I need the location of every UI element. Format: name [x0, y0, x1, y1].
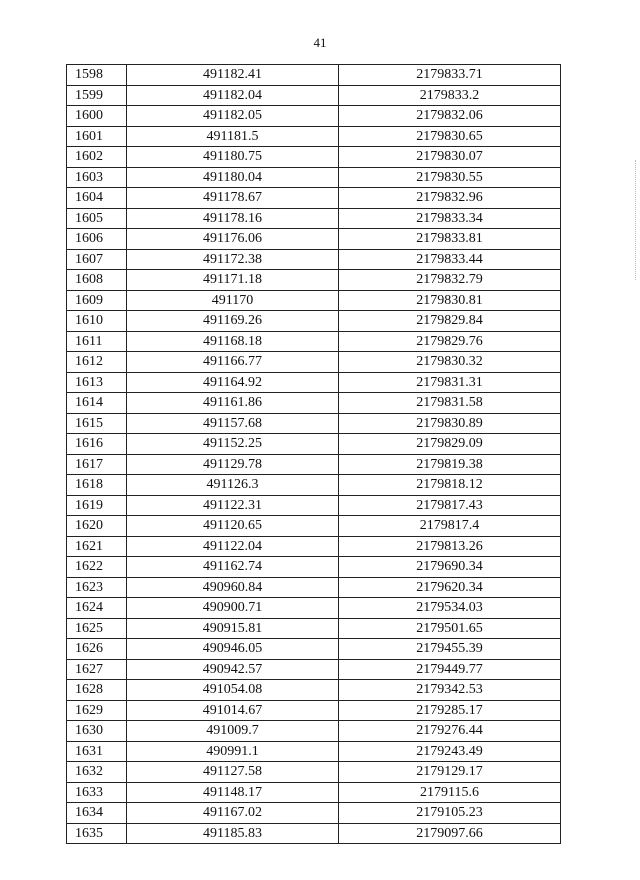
x-coordinate-cell: 491009.7 — [127, 721, 339, 742]
x-coordinate-cell: 491129.78 — [127, 454, 339, 475]
table-row — [67, 782, 561, 803]
point-number-cell: 1624 — [67, 598, 127, 619]
table-row — [67, 147, 561, 168]
point-number-cell: 1619 — [67, 495, 127, 516]
table-row — [67, 167, 561, 188]
x-coordinate-cell: 491172.38 — [127, 249, 339, 270]
x-coordinate-cell: 491127.58 — [127, 762, 339, 783]
x-coordinate-cell: 490915.81 — [127, 618, 339, 639]
point-number-cell: 1627 — [67, 659, 127, 680]
point-number-cell: 1634 — [67, 803, 127, 824]
table-row — [67, 741, 561, 762]
point-number-cell: 1602 — [67, 147, 127, 168]
x-coordinate-cell: 491157.68 — [127, 413, 339, 434]
table-row — [67, 680, 561, 701]
y-coordinate-cell: 2179833.81 — [339, 229, 561, 250]
point-number-cell: 1605 — [67, 208, 127, 229]
y-coordinate-cell: 2179830.81 — [339, 290, 561, 311]
y-coordinate-cell: 2179830.65 — [339, 126, 561, 147]
point-number-cell: 1612 — [67, 352, 127, 373]
y-coordinate-cell: 2179832.79 — [339, 270, 561, 291]
y-coordinate-cell: 2179830.32 — [339, 352, 561, 373]
y-coordinate-cell: 2179105.23 — [339, 803, 561, 824]
point-number-cell: 1607 — [67, 249, 127, 270]
table-row — [67, 762, 561, 783]
point-number-cell: 1621 — [67, 536, 127, 557]
point-number-cell: 1626 — [67, 639, 127, 660]
x-coordinate-cell: 491014.67 — [127, 700, 339, 721]
table-row — [67, 475, 561, 496]
y-coordinate-cell: 2179833.44 — [339, 249, 561, 270]
point-number-cell: 1635 — [67, 823, 127, 844]
x-coordinate-cell: 491176.06 — [127, 229, 339, 250]
x-coordinate-cell: 491161.86 — [127, 393, 339, 414]
point-number-cell: 1615 — [67, 413, 127, 434]
x-coordinate-cell: 491166.77 — [127, 352, 339, 373]
x-coordinate-cell: 491170 — [127, 290, 339, 311]
y-coordinate-cell: 2179817.4 — [339, 516, 561, 537]
y-coordinate-cell: 2179829.84 — [339, 311, 561, 332]
table-row — [67, 331, 561, 352]
point-number-cell: 1628 — [67, 680, 127, 701]
table-row — [67, 65, 561, 86]
point-number-cell: 1625 — [67, 618, 127, 639]
y-coordinate-cell: 2179832.06 — [339, 106, 561, 127]
coordinates-table-body — [67, 65, 561, 844]
x-coordinate-cell: 490900.71 — [127, 598, 339, 619]
x-coordinate-cell: 490942.57 — [127, 659, 339, 680]
coordinates-table — [66, 64, 561, 844]
x-coordinate-cell: 491171.18 — [127, 270, 339, 291]
x-coordinate-cell: 491182.41 — [127, 65, 339, 86]
point-number-cell: 1608 — [67, 270, 127, 291]
y-coordinate-cell: 2179830.89 — [339, 413, 561, 434]
point-number-cell: 1631 — [67, 741, 127, 762]
table-row — [67, 188, 561, 209]
x-coordinate-cell: 491182.05 — [127, 106, 339, 127]
table-row — [67, 618, 561, 639]
x-coordinate-cell: 491122.31 — [127, 495, 339, 516]
y-coordinate-cell: 2179501.65 — [339, 618, 561, 639]
point-number-cell: 1609 — [67, 290, 127, 311]
point-number-cell: 1601 — [67, 126, 127, 147]
y-coordinate-cell: 2179832.96 — [339, 188, 561, 209]
x-coordinate-cell: 491169.26 — [127, 311, 339, 332]
table-row — [67, 85, 561, 106]
y-coordinate-cell: 2179817.43 — [339, 495, 561, 516]
y-coordinate-cell: 2179829.09 — [339, 434, 561, 455]
x-coordinate-cell: 491120.65 — [127, 516, 339, 537]
x-coordinate-cell: 491152.25 — [127, 434, 339, 455]
x-coordinate-cell: 491122.04 — [127, 536, 339, 557]
point-number-cell: 1599 — [67, 85, 127, 106]
table-row — [67, 700, 561, 721]
point-number-cell: 1598 — [67, 65, 127, 86]
y-coordinate-cell: 2179690.34 — [339, 557, 561, 578]
y-coordinate-cell: 2179449.77 — [339, 659, 561, 680]
table-row — [67, 413, 561, 434]
x-coordinate-cell: 491181.5 — [127, 126, 339, 147]
point-number-cell: 1606 — [67, 229, 127, 250]
y-coordinate-cell: 2179276.44 — [339, 721, 561, 742]
page-number: 41 — [313, 35, 327, 50]
x-coordinate-cell: 490946.05 — [127, 639, 339, 660]
y-coordinate-cell: 2179342.53 — [339, 680, 561, 701]
x-coordinate-cell: 491168.18 — [127, 331, 339, 352]
table-row — [67, 577, 561, 598]
y-coordinate-cell: 2179819.38 — [339, 454, 561, 475]
x-coordinate-cell: 490960.84 — [127, 577, 339, 598]
table-row — [67, 393, 561, 414]
x-coordinate-cell: 491054.08 — [127, 680, 339, 701]
table-row — [67, 290, 561, 311]
x-coordinate-cell: 491162.74 — [127, 557, 339, 578]
point-number-cell: 1633 — [67, 782, 127, 803]
point-number-cell: 1613 — [67, 372, 127, 393]
table-row — [67, 270, 561, 291]
table-row — [67, 803, 561, 824]
y-coordinate-cell: 2179830.07 — [339, 147, 561, 168]
x-coordinate-cell: 491148.17 — [127, 782, 339, 803]
y-coordinate-cell: 2179833.71 — [339, 65, 561, 86]
table-row — [67, 536, 561, 557]
table-row — [67, 106, 561, 127]
y-coordinate-cell: 2179830.55 — [339, 167, 561, 188]
point-number-cell: 1604 — [67, 188, 127, 209]
table-row — [67, 495, 561, 516]
y-coordinate-cell: 2179129.17 — [339, 762, 561, 783]
table-row — [67, 639, 561, 660]
x-coordinate-cell: 491178.16 — [127, 208, 339, 229]
table-row — [67, 229, 561, 250]
y-coordinate-cell: 2179833.2 — [339, 85, 561, 106]
point-number-cell: 1617 — [67, 454, 127, 475]
point-number-cell: 1611 — [67, 331, 127, 352]
x-coordinate-cell: 491185.83 — [127, 823, 339, 844]
point-number-cell: 1616 — [67, 434, 127, 455]
y-coordinate-cell: 2179831.31 — [339, 372, 561, 393]
x-coordinate-cell: 490991.1 — [127, 741, 339, 762]
y-coordinate-cell: 2179813.26 — [339, 536, 561, 557]
point-number-cell: 1622 — [67, 557, 127, 578]
point-number-cell: 1603 — [67, 167, 127, 188]
y-coordinate-cell: 2179620.34 — [339, 577, 561, 598]
table-row — [67, 659, 561, 680]
point-number-cell: 1620 — [67, 516, 127, 537]
point-number-cell: 1632 — [67, 762, 127, 783]
x-coordinate-cell: 491180.75 — [127, 147, 339, 168]
x-coordinate-cell: 491126.3 — [127, 475, 339, 496]
point-number-cell: 1600 — [67, 106, 127, 127]
table-row — [67, 352, 561, 373]
point-number-cell: 1610 — [67, 311, 127, 332]
x-coordinate-cell: 491167.02 — [127, 803, 339, 824]
margin-scan-mark — [633, 160, 636, 280]
point-number-cell: 1623 — [67, 577, 127, 598]
table-row — [67, 823, 561, 844]
y-coordinate-cell: 2179818.12 — [339, 475, 561, 496]
y-coordinate-cell: 2179285.17 — [339, 700, 561, 721]
y-coordinate-cell: 2179831.58 — [339, 393, 561, 414]
table-row — [67, 126, 561, 147]
table-row — [67, 249, 561, 270]
y-coordinate-cell: 2179243.49 — [339, 741, 561, 762]
x-coordinate-cell: 491164.92 — [127, 372, 339, 393]
y-coordinate-cell: 2179115.6 — [339, 782, 561, 803]
point-number-cell: 1630 — [67, 721, 127, 742]
table-row — [67, 557, 561, 578]
y-coordinate-cell: 2179829.76 — [339, 331, 561, 352]
point-number-cell: 1629 — [67, 700, 127, 721]
point-number-cell: 1614 — [67, 393, 127, 414]
table-row — [67, 208, 561, 229]
x-coordinate-cell: 491180.04 — [127, 167, 339, 188]
y-coordinate-cell: 2179097.66 — [339, 823, 561, 844]
table-row — [67, 516, 561, 537]
table-row — [67, 454, 561, 475]
y-coordinate-cell: 2179455.39 — [339, 639, 561, 660]
table-row — [67, 372, 561, 393]
point-number-cell: 1618 — [67, 475, 127, 496]
y-coordinate-cell: 2179534.03 — [339, 598, 561, 619]
x-coordinate-cell: 491178.67 — [127, 188, 339, 209]
table-row — [67, 721, 561, 742]
table-row — [67, 311, 561, 332]
table-row — [67, 434, 561, 455]
y-coordinate-cell: 2179833.34 — [339, 208, 561, 229]
table-row — [67, 598, 561, 619]
x-coordinate-cell: 491182.04 — [127, 85, 339, 106]
